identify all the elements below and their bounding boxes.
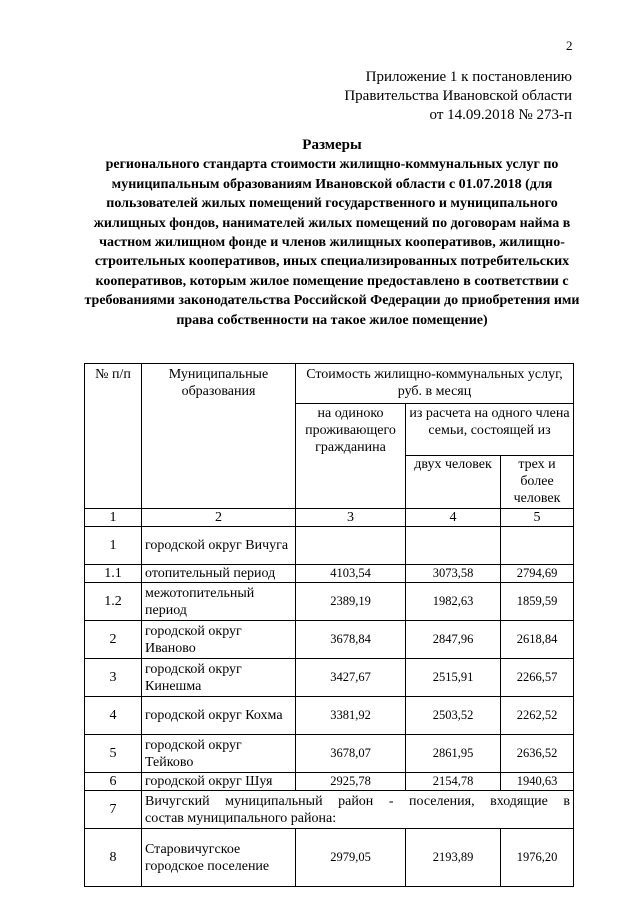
- row-three: 2266,57: [501, 659, 574, 697]
- row-num: 1: [85, 527, 142, 565]
- row-three: 1976,20: [501, 829, 574, 887]
- title-body: регионального стандарта стоимости жилищно-коммунальных услуг по муниципальным образованиям Ивановской области с 01.07.2018 (для пользователей жилых помещений государственного и муниципального жилищных фондов, нанимателей жилых помещений по договорам найма в частном жилищном фонде и членов жилищных кооперативов, жилищно-строительных кооперативов, иных специализированных потребительских кооперативов, которым жилое помещение предоставлено в соответствии с требованиями законодательства Российской Федерации до приобретения ими права собственности на такое жилое помещение): [84, 157, 580, 328]
- annex-line-3: от 14.09.2018 № 273-п: [429, 107, 572, 123]
- row-num: 1.2: [85, 583, 142, 621]
- row-num: 7: [85, 791, 142, 829]
- row-single: [296, 527, 406, 565]
- row-two: 2847,96: [406, 621, 501, 659]
- row-name: городской округ Кохма: [142, 697, 296, 735]
- row-name: городской округ Шуя: [142, 773, 296, 791]
- row-num: 4: [85, 697, 142, 735]
- header-cost: Стоимость жилищно-коммунальных услуг, руб. в месяц: [296, 364, 574, 404]
- row-three: 2636,52: [501, 735, 574, 773]
- row-name: межотопительный период: [142, 583, 296, 621]
- header-family: из расчета на одного члена семьи, состоящей из: [406, 404, 574, 456]
- row-single: 3678,84: [296, 621, 406, 659]
- col-number-2: 2: [142, 509, 296, 527]
- row-three: [501, 527, 574, 565]
- row-num: 2: [85, 621, 142, 659]
- row-single: 2979,05: [296, 829, 406, 887]
- row-name: Старовичугское городское поселение: [142, 829, 296, 887]
- row-name: отопительный период: [142, 565, 296, 583]
- table-row: [85, 735, 574, 773]
- row-two: 2193,89: [406, 829, 501, 887]
- header-single: на одиноко проживающего гражданина: [296, 404, 406, 509]
- row-two: 2154,78: [406, 773, 501, 791]
- row-two: [406, 527, 501, 565]
- table-row: [85, 565, 574, 583]
- table-row: [85, 621, 574, 659]
- row-two: 3073,58: [406, 565, 501, 583]
- row-name: городской округ Вичуга: [142, 527, 296, 565]
- header-num: № п/п: [85, 364, 142, 509]
- table-row: [85, 527, 574, 565]
- header-two: двух человек: [406, 456, 501, 509]
- district-row: [85, 791, 574, 829]
- row-two: 2861,95: [406, 735, 501, 773]
- row-three: 1940,63: [501, 773, 574, 791]
- annex-header: [252, 68, 572, 125]
- row-name: городской округ Иваново: [142, 621, 296, 659]
- row-num: 8: [85, 829, 142, 887]
- annex-line-2: Правительства Ивановской области: [344, 88, 572, 104]
- row-three: 2794,69: [501, 565, 574, 583]
- cost-table: [84, 363, 574, 887]
- column-number-row: [85, 509, 574, 527]
- district-heading-line-2: состав муниципального района:: [145, 810, 337, 826]
- title-heading: Размеры: [302, 137, 362, 153]
- document-title: [84, 136, 580, 330]
- table-row: [85, 659, 574, 697]
- row-single: 3427,67: [296, 659, 406, 697]
- row-single: 3381,92: [296, 697, 406, 735]
- row-single: 2389,19: [296, 583, 406, 621]
- col-number-4: 4: [406, 509, 501, 527]
- row-two: 2503,52: [406, 697, 501, 735]
- row-three: 1859,59: [501, 583, 574, 621]
- row-name: городской округ Тейково: [142, 735, 296, 773]
- row-num: 5: [85, 735, 142, 773]
- table-row: [85, 583, 574, 621]
- table-row: [85, 697, 574, 735]
- col-number-3: 3: [296, 509, 406, 527]
- header-municipality: Муниципальные образования: [142, 364, 296, 509]
- header-row-1: [85, 364, 574, 404]
- row-num: 1.1: [85, 565, 142, 583]
- row-single: 4103,54: [296, 565, 406, 583]
- row-single: 2925,78: [296, 773, 406, 791]
- annex-line-1: Приложение 1 к постановлению: [365, 69, 572, 85]
- row-single: 3678,07: [296, 735, 406, 773]
- row-num: 6: [85, 773, 142, 791]
- district-heading: [142, 791, 574, 829]
- table-row: [85, 773, 574, 791]
- row-two: 2515,91: [406, 659, 501, 697]
- col-number-1: 1: [85, 509, 142, 527]
- district-heading-line-1: Вичугский муниципальный район - поселения, входящие в: [145, 793, 570, 809]
- header-three: трех и более человек: [501, 456, 574, 509]
- col-number-5: 5: [501, 509, 574, 527]
- row-two: 1982,63: [406, 583, 501, 621]
- table-row: [85, 829, 574, 887]
- row-three: 2618,84: [501, 621, 574, 659]
- row-num: 3: [85, 659, 142, 697]
- row-three: 2262,52: [501, 697, 574, 735]
- row-name: городской округ Кинешма: [142, 659, 296, 697]
- page-number: 2: [566, 38, 573, 53]
